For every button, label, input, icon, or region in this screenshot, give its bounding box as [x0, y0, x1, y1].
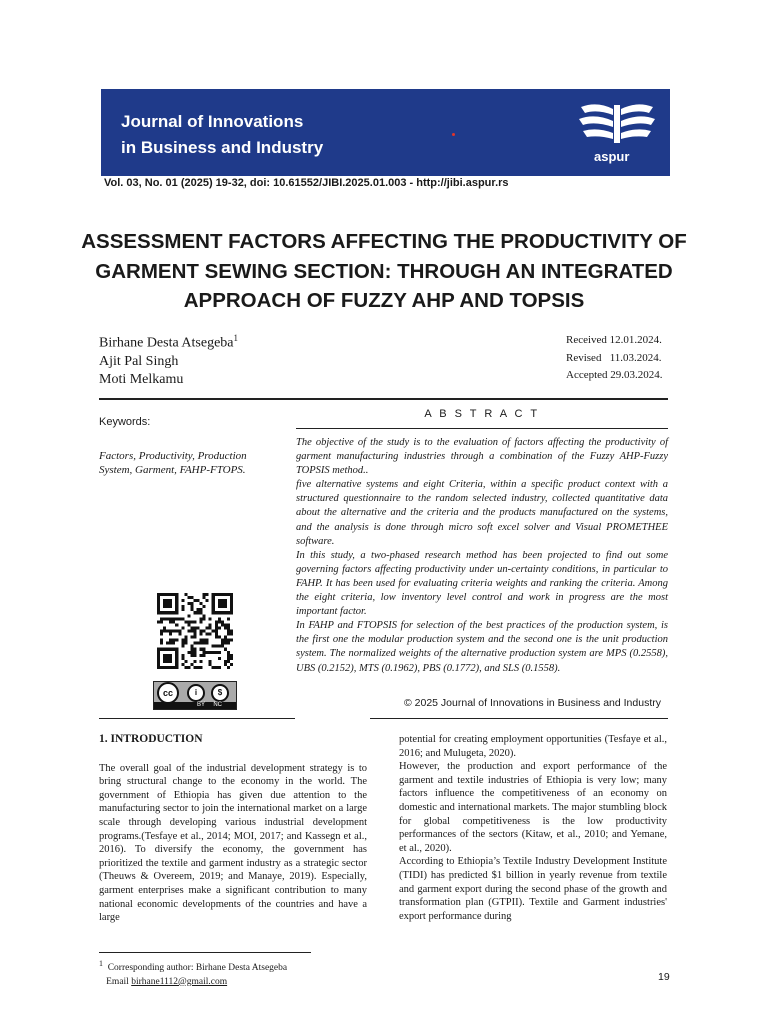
logo-text: aspur [594, 149, 630, 164]
date-accepted: Accepted 29.03.2024. [566, 369, 663, 381]
cc-icon: cc [157, 682, 179, 704]
keywords-text: Factors, Productivity, Production System, Garment, FAHP-FTOPS. [99, 450, 247, 476]
copyright-line: © 2025 Journal of Innovations in Business and Industry [404, 697, 661, 709]
author-list [99, 329, 238, 389]
author: Birhane Desta Atsegeba$^1$ [99, 333, 239, 351]
qr-code-icon[interactable] [157, 593, 233, 669]
paper-title [80, 227, 688, 316]
body-divider [99, 718, 295, 719]
license-band: BY NC [154, 702, 236, 709]
section-heading: 1. INTRODUCTION [99, 733, 203, 745]
footnote-email: Email birhane1112@gmail.com [106, 976, 228, 987]
cc-license-badge[interactable] [153, 681, 237, 710]
body-paragraph: The overall goal of the industrial development strategy is to bring structural change to the economy in the world. The government of Ethiopia has given due attention to the manufacturing sector to join the international market on a large scale through developing various industrial development programs.(Tesfaye et al., 2014; MOI, 2017; and Kassegn et al., 2016). To diversify the economy, the government has prioritized the textile and garment industry as a strategic sector (Theuws & Overeem, 2019; and Manaye, 2019). Especially, garment enterprises make a significant contribution to many national economic developments of the countries and have a large [99, 762, 367, 924]
journal-banner [101, 89, 670, 176]
abstract-body [296, 436, 668, 676]
noncommercial-icon: $ [211, 684, 229, 702]
abstract-heading: A B S T R A C T [424, 408, 540, 420]
abstract-paragraph: five alternative systems and eight Criteria, within a specific product context with a structured questionnaire to the random selected industry, collected quantitative data about the alternative and the criteria and the products manufactured on the systems, and the analysis is done through micro soft excel solver and Visual PROMETHEE software. [296, 479, 668, 547]
abstract-paragraph: In FAHP and FTOPSIS for selection of the best practices of the production system, is the first one the modular production system and the second one is the unit production system. The normalized weights of the alternative production system are MPS (0.2558), UBS (0.2152), MTS (0.1962), PBS (0.1772), and SLS (0.1558). [296, 620, 668, 674]
title-line: GARMENT SEWING SECTION: THROUGH AN INTEGRATED [95, 259, 673, 283]
journal-title-line-1: Journal of Innovations [121, 112, 304, 131]
banner-dot [452, 133, 455, 136]
keywords-label: Keywords: [99, 416, 151, 428]
right-column [399, 733, 667, 923]
abstract-paragraph: The objective of the study is to the evaluation of factors affecting the productivity of garment manufacturing industries through a combination of the Fuzzy AHP-Fuzzy TOPSIS method.. [296, 437, 668, 477]
received-dates [566, 332, 663, 385]
footnote [99, 957, 287, 989]
body-paragraph: According to Ethiopia’s Textile Industry Development Institute (TIDI) has predicted $1 billion in yearly revenue from textile and garment export during the second phase of the growth and transformation plan (GTPII). Textile and Garment industries' export performance during [399, 856, 667, 922]
body-paragraph: potential for creating employment opportunities (Tesfaye et al., 2016; and Mulugeta, 2020). [399, 734, 667, 759]
attribution-icon: i [187, 684, 205, 702]
footnote-divider [99, 952, 311, 953]
title-line: ASSESSMENT FACTORS AFFECTING THE PRODUCTIVITY OF [81, 230, 687, 253]
body-paragraph: However, the production and export performance of the garment and textile industries of Ethiopia is very low; many factors influence the competitiveness of an economy on domestic and international markets. The major stumbling block for global competitiveness is the low productivity performances of the sectors (Kitaw, et al., 2010; and Yemane, et al., 2020). [399, 761, 667, 854]
body-divider-right [370, 718, 668, 719]
footnote-author: $^1$ Corresponding author: Birhane Desta Atsegeba [99, 959, 288, 974]
date-revised: Revised 11.03.2024. [566, 351, 662, 364]
header-divider [99, 398, 668, 400]
email-link[interactable]: birhane1112@gmail.com [131, 976, 228, 987]
author: Ajit Pal Singh [99, 353, 179, 369]
journal-title [121, 109, 323, 161]
title-line: APPROACH OF FUZZY AHP AND TOPSIS [183, 289, 585, 312]
abstract-divider [296, 428, 668, 429]
volume-doi-line: Vol. 03, No. 01 (2025) 19-32, doi: 10.61552/JIBI.2025.01.003 - http://jibi.aspur.rs [104, 177, 509, 189]
author: Moti Melkamu [99, 371, 184, 387]
aspur-logo-icon [579, 101, 655, 147]
page-number: 19 [658, 971, 670, 983]
date-received: Received 12.01.2024. [566, 334, 662, 346]
abstract-paragraph: In this study, a two-phased research method has been projected to find out some governing factors affecting productivity under un-certainty conditions, in particular to FAHP. It has been used for evaluating criteria weights and ranking the criteria. Among the eight criteria, low inventory level control and work in progress are the most important factor. [296, 549, 668, 618]
journal-title-line-2: in Business and Industry [121, 138, 324, 157]
left-column [99, 733, 367, 925]
